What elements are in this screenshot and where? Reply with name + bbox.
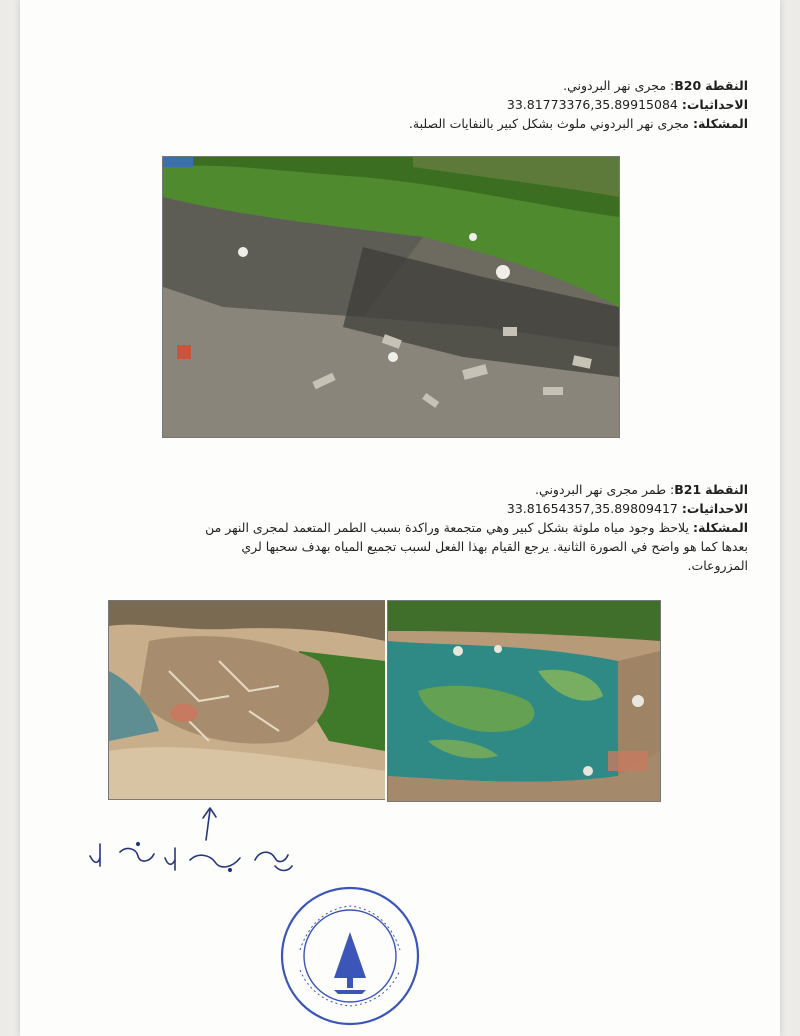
handwritten-note: [80, 800, 320, 890]
point-b21-block: [193, 480, 748, 575]
document-page: [20, 0, 780, 1036]
point-b21-heading: النقطة B21: طمر مجرى نهر البردوني.: [535, 482, 748, 497]
photo-b21-infill-mound: [108, 600, 385, 800]
point-b20-heading: النقطة B20: مجرى نهر البردوني.: [563, 78, 748, 93]
point-b20-problem: المشكلة: مجرى نهر البردوني ملوث بشكل كبير بالنفايات الصلبة.: [408, 116, 748, 131]
photo-b21-stagnant-water: [387, 600, 661, 802]
point-b20-block: [228, 76, 748, 133]
photo-b20-riverbed-waste: [162, 156, 620, 438]
point-b20-coordinates: الاحداثيات: 33.81773376,35.89915084: [506, 97, 748, 112]
point-b21-problem: المشكلة: يلاحظ وجود مياه ملوثة بشكل كبير وهي متجمعة وراكدة بسبب الطمر المتعمد لمجرى النهر من بعدها كما هو واضح في الصورة الثانية. يرجع القيام بهذا الفعل لسبب تجميع المياه بهدف سحبها لري المزروعات.: [205, 520, 748, 573]
point-b21-coordinates: الاحداثيات: 33.81654357,35.89809417: [506, 501, 748, 516]
official-stamp: [270, 880, 430, 1030]
